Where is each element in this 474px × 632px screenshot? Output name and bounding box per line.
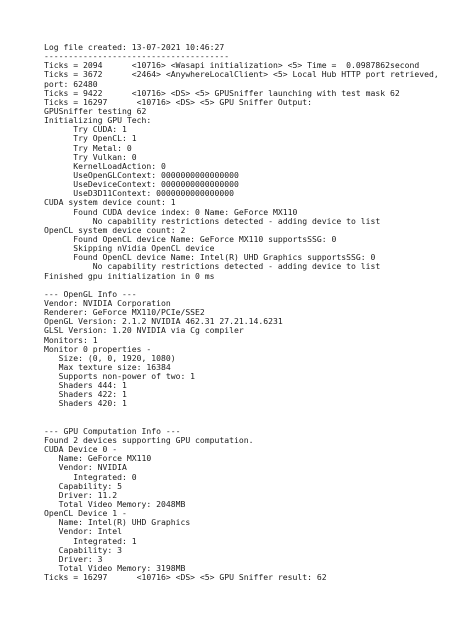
log-line: Found CUDA device index: 0 Name: GeForce MX110 (44, 206, 298, 217)
log-line: Found 2 devices supporting GPU computation. (44, 435, 254, 446)
log-line: No capability restrictions detected - adding device to list (44, 215, 381, 226)
log-line: Monitor 0 properties - (44, 343, 152, 354)
log-line: Ticks = 16297 <10716> <DS> <5> GPU Sniffer Output: (44, 96, 313, 107)
log-line: Monitors: 1 (44, 334, 98, 345)
log-line: --- OpenGL Info --- (44, 288, 137, 299)
log-line (44, 409, 439, 418)
log-line: Ticks = 9422 <10716> <DS> <5> GPUSniffer launching with test mask 62 (44, 87, 400, 98)
log-line: CUDA system device count: 1 (44, 197, 176, 208)
log-line: Total Video Memory: 3198MB (44, 563, 186, 574)
log-line: Vendor: Intel (44, 526, 122, 537)
log-line: Integrated: 1 (44, 535, 137, 546)
log-line: GLSL Version: 1.20 NVIDIA via Cg compiler (44, 325, 244, 336)
log-line: Renderer: GeForce MX110/PCIe/SSE2 (44, 307, 205, 318)
log-line: Driver: 11.2 (44, 489, 118, 500)
log-line: Size: (0, 0, 1920, 1080) (44, 352, 176, 363)
log-line: Shaders 422: 1 (44, 389, 127, 400)
log-line: Initializing GPU Tech: (44, 115, 152, 126)
log-line: KernelLoadAction: 0 (44, 160, 166, 171)
log-line: Found OpenCL device Name: GeForce MX110 supportsSSG: 0 (44, 233, 337, 244)
log-line: Try OpenCL: 1 (44, 133, 137, 144)
log-line: Integrated: 0 (44, 471, 137, 482)
log-line: port: 62480 (44, 78, 98, 89)
log-line: Try Vulkan: 0 (44, 151, 137, 162)
log-line: Capability: 5 (44, 480, 122, 491)
log-line: Ticks = 16297 <10716> <DS> <5> GPU Sniffer result: 62 (44, 572, 327, 583)
log-line: --- GPU Computation Info --- (44, 425, 181, 436)
log-line: OpenCL Device 1 - (44, 508, 127, 519)
log-line: Ticks = 2094 <10716> <Wasapi initialization> <5> Time = 0.0987862second (44, 60, 420, 71)
log-line: UseD3D11Context: 0000000000000000 (44, 188, 235, 199)
log-line: No capability restrictions detected - adding device to list (44, 261, 381, 272)
log-line: UseOpenGLContext: 0000000000000000 (44, 169, 239, 180)
log-line: Skipping nVidia OpenCL device (44, 243, 215, 254)
log-text-block (44, 43, 439, 582)
log-line: Name: Intel(R) UHD Graphics (44, 517, 191, 528)
log-line: CUDA Device 0 - (44, 444, 118, 455)
log-line: Ticks = 3672 <2464> <AnywhereLocalClient> <5> Local Hub HTTP port retrieved, (44, 69, 439, 80)
log-line: Driver: 3 (44, 553, 103, 564)
log-line: Finished gpu initialization in 0 ms (44, 270, 215, 281)
log-line: Name: GeForce MX110 (44, 453, 152, 464)
log-line: Vendor: NVIDIA Corporation (44, 297, 171, 308)
log-line: UseDeviceContext: 0000000000000000 (44, 179, 239, 190)
log-line: OpenGL Version: 2.1.2 NVIDIA 462.31 27.21.14.6231 (44, 316, 283, 327)
log-line: Total Video Memory: 2048MB (44, 499, 186, 510)
log-line: Shaders 444: 1 (44, 380, 127, 391)
log-line: GPUSniffer testing 62 (44, 105, 147, 116)
log-line: OpenCL system device count: 2 (44, 224, 186, 235)
log-line: Max texture size: 16384 (44, 361, 171, 372)
log-line: Found OpenCL device Name: Intel(R) UHD Graphics supportsSSG: 0 (44, 252, 376, 263)
log-line: -------------------------------------- (44, 51, 230, 62)
log-line: Try Metal: 0 (44, 142, 132, 153)
log-line: Shaders 420: 1 (44, 398, 127, 409)
log-line: Try CUDA: 1 (44, 124, 127, 135)
log-line: Capability: 3 (44, 544, 122, 555)
log-line: Log file created: 13-07-2021 10:46:27 (44, 42, 225, 52)
log-line: Vendor: NVIDIA (44, 462, 127, 473)
log-line: Supports non-power of two: 1 (44, 371, 196, 382)
